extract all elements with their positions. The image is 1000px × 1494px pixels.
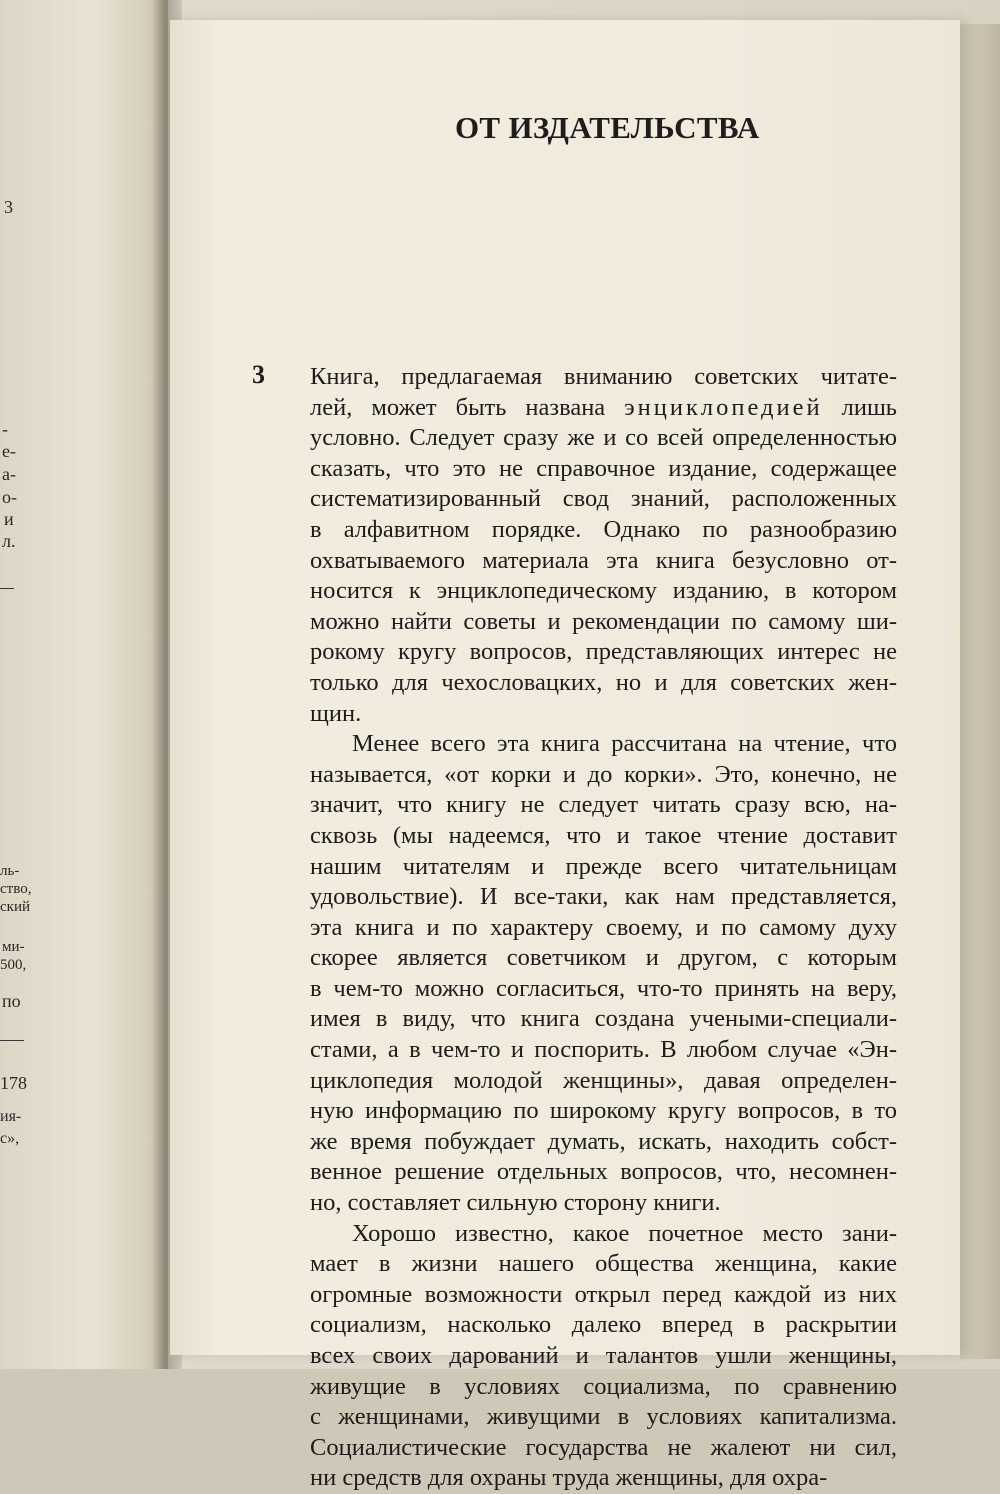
text-line: мает в жизни нашего общества женщина, какие xyxy=(310,1250,897,1278)
text-line: Менее всего эта книга рассчитана на чтение, что xyxy=(352,730,897,758)
text-line-end: лишь xyxy=(822,393,897,421)
text-line: Книга, предлагаемая вниманию советских читате- xyxy=(310,363,897,390)
body-text xyxy=(310,362,897,1494)
page-stack-edge xyxy=(960,24,1000,1359)
left-page-fragment: ский xyxy=(0,899,30,915)
text-line: охватываемого материала эта книга безусловно от- xyxy=(310,546,897,574)
text-line: в алфавитном порядке. Однако по разнообразию xyxy=(310,515,897,543)
text-line: носится к энциклопедическому изданию, в котором xyxy=(310,577,897,605)
left-page-fragment: 178 xyxy=(0,1073,27,1093)
text-line-start: лей, может быть названа xyxy=(310,393,625,421)
text-line: систематизированный свод знаний, расположенных xyxy=(310,485,897,513)
previous-page-edge xyxy=(0,0,168,1369)
left-page-rule xyxy=(0,588,14,589)
text-line: сказать, что это не справочное издание, содержащее xyxy=(310,454,897,482)
left-page-fragment: и xyxy=(4,509,14,529)
text-line: эта книга и по характеру своему, и по самому духу xyxy=(310,913,897,941)
left-page-fragment: 3 xyxy=(4,197,13,217)
text-line: стами, а в чем-то и поспорить. В любом случае «Эн- xyxy=(310,1036,897,1064)
left-page-fragment: 500, xyxy=(0,957,27,973)
left-page-fragment: по xyxy=(2,991,21,1011)
text-line: Социалистические государства не жалеют ни сил, xyxy=(310,1433,897,1461)
text-line: рокому кругу вопросов, представляющих интерес не xyxy=(310,638,897,666)
text-line: Хорошо известно, какое почетное место зани- xyxy=(352,1219,897,1247)
left-page-fragment: е- xyxy=(2,441,16,461)
text-line: огромные возможности открыл перед каждой из них xyxy=(310,1280,897,1308)
text-line: ни средств для охраны труда женщины, для охра- xyxy=(310,1464,828,1492)
spaced-term: энциклопедией xyxy=(624,393,823,421)
left-page-fragment: ство, xyxy=(0,881,32,897)
left-page-rule xyxy=(0,1040,24,1041)
text-line: только для чехословацких, но и для советских жен- xyxy=(310,668,897,696)
left-page-fragment: ия- xyxy=(0,1108,22,1125)
text-line: с женщинами, живущими в условиях капитализма. xyxy=(310,1403,897,1431)
text-line: же время побуждает думать, искать, находить собст- xyxy=(310,1127,897,1155)
text-line: можно найти советы и рекомендации по самому ши- xyxy=(310,607,897,635)
text-line: циклопедия молодой женщины», давая определен- xyxy=(310,1066,897,1094)
text-line: в чем-то можно согласиться, что-то принять на веру, xyxy=(310,974,897,1002)
left-page-fragment: с», xyxy=(0,1130,20,1147)
text-line: условно. Следует сразу же и со всей определенностью xyxy=(310,424,897,452)
left-page-fragment: ми- xyxy=(2,939,25,955)
text-line: удовольствие). И все-таки, как нам представляется, xyxy=(310,883,897,911)
text-line: значит, что книгу не следует читать сразу всю, на- xyxy=(310,791,897,819)
text-line xyxy=(310,393,897,424)
text-line: всех своих дарований и талантов ушли женщины, xyxy=(310,1342,897,1369)
text-line: щин. xyxy=(310,699,362,727)
text-line: скорее является советчиком и другом, с которым xyxy=(310,944,897,972)
left-page-fragment: ль- xyxy=(0,863,20,879)
text-line: живущие в условиях социализма, по сравнению xyxy=(310,1372,897,1400)
text-line: социализм, насколько далеко вперед в раскрытии xyxy=(310,1311,897,1339)
left-page-fragment: а- xyxy=(2,464,16,484)
page-title: ОТ ИЗДАТЕЛЬСТВА xyxy=(455,110,760,145)
text-line: имея в виду, что книга создана учеными-специали- xyxy=(310,1005,897,1033)
left-page-fragment: - xyxy=(2,419,8,439)
text-line: но, составляет сильную сторону книги. xyxy=(310,1189,721,1217)
text-line: называется, «от корки и до корки». Это, конечно, не xyxy=(310,760,897,788)
left-page-fragment: л. xyxy=(2,531,16,551)
text-line: нашим читателям и прежде всего читательницам xyxy=(310,852,897,880)
text-line: сквозь (мы надеемся, что и такое чтение доставит xyxy=(310,821,897,849)
left-page-fragment: о- xyxy=(2,487,17,507)
text-line: ную информацию по широкому кругу вопросов, в то xyxy=(310,1097,897,1125)
text-line: венное решение отдельных вопросов, что, несомнен- xyxy=(310,1158,897,1186)
page-number: 3 xyxy=(252,360,265,389)
